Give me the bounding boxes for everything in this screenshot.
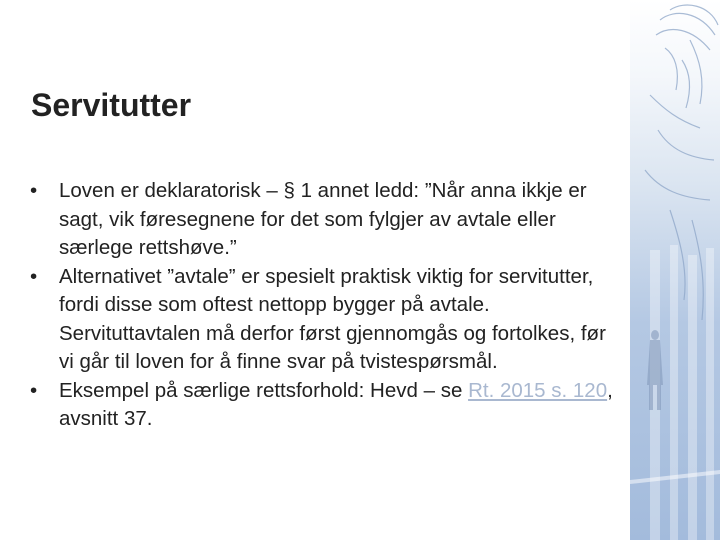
bullet-text: Eksempel på særlige rettsforhold: Hevd – se bbox=[59, 378, 469, 402]
bullet-text: Alternativet ”avtale” er spesielt praktisk viktig for servitutter, fordi disse som oftest nettopp bygger på avtale. Servituttavtalen må derfor først gjennomgås og fortolkes, før vi går til loven for å finne svar på tvistespørsmål. bbox=[59, 264, 606, 373]
bullet-text-suffix: , avsnitt 37. bbox=[59, 378, 613, 430]
decorative-statue-band bbox=[630, 0, 720, 540]
bullet-marker: • bbox=[30, 378, 38, 402]
slide-title: Servitutter bbox=[31, 87, 192, 123]
bullet-marker: • bbox=[30, 264, 38, 288]
statue-illustration bbox=[630, 0, 720, 540]
bullet-text: Loven er deklaratorisk – § 1 annet ledd: ”Når anna ikkje er sagt, vik føresegnene for det som fylgjer av avtale eller særlege rettshøve.” bbox=[59, 179, 587, 259]
bullet-marker: • bbox=[30, 179, 38, 202]
case-reference-link[interactable]: Rt. 2015 s. 120 bbox=[468, 378, 608, 402]
list-item bbox=[30, 377, 620, 434]
list-item bbox=[30, 177, 620, 263]
bullet-list bbox=[30, 177, 620, 434]
list-item bbox=[30, 263, 620, 377]
